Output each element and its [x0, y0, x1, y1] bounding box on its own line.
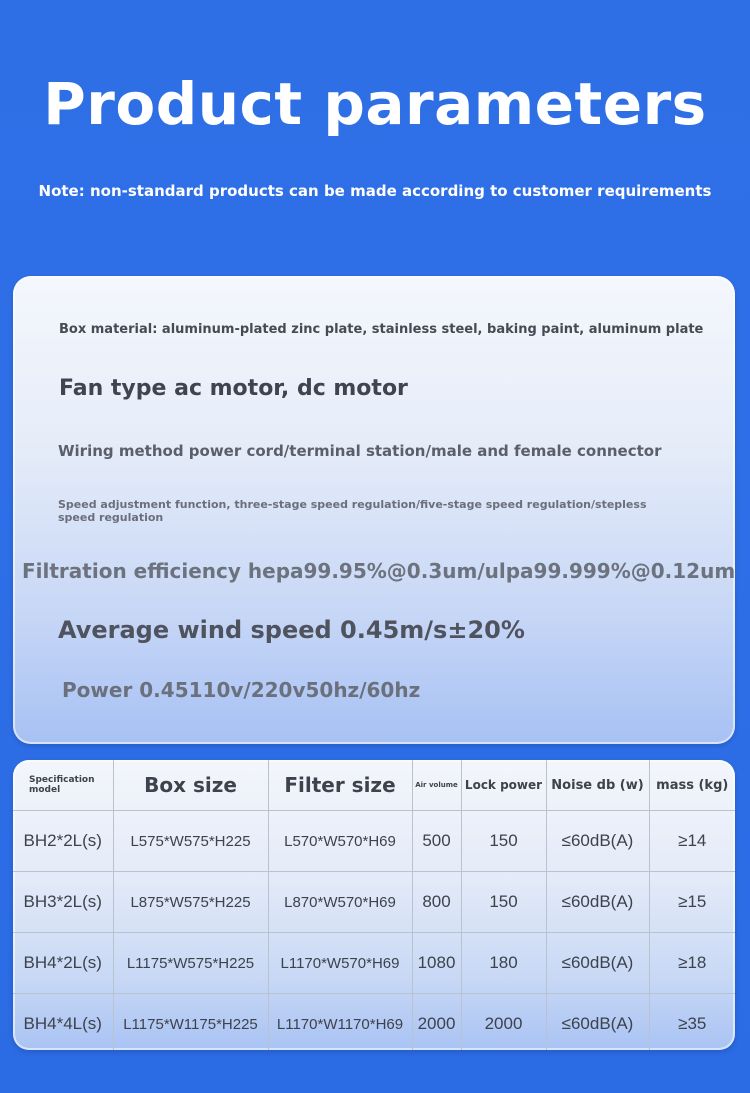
cell-filter-size: L870*W570*H69: [268, 872, 412, 933]
cell-lock-power: 180: [461, 933, 546, 994]
cell-mass: ≥14: [649, 811, 735, 872]
fan-type-spec: Fan type ac motor, dc motor: [59, 376, 408, 401]
cell-model: BH4*2L(s): [13, 933, 113, 994]
table-row: [13, 872, 735, 933]
spec-table: [13, 760, 735, 1050]
cell-box-size: L875*W575*H225: [113, 872, 268, 933]
customization-note: Note: non-standard products can be made according to customer requirements: [38, 182, 712, 200]
cell-box-size: L1175*W1175*H225: [113, 994, 268, 1051]
cell-mass: ≥15: [649, 872, 735, 933]
spec-table-container: [13, 760, 735, 1050]
header-box-size: Box size: [113, 760, 268, 811]
cell-lock-power: 150: [461, 872, 546, 933]
wind-speed-spec: Average wind speed 0.45m/s±20%: [58, 616, 525, 644]
header-lock-power: Lock power: [461, 760, 546, 811]
header-air-volume: Air volume: [412, 760, 461, 811]
cell-air-volume: 500: [412, 811, 461, 872]
speed-adjustment-spec: Speed adjustment function, three-stage speed regulation/five-stage speed regulation/stepless speed regulation: [58, 498, 647, 524]
cell-air-volume: 2000: [412, 994, 461, 1051]
cell-model: BH4*4L(s): [13, 994, 113, 1051]
header-filter-size: Filter size: [268, 760, 412, 811]
cell-noise: ≤60dB(A): [546, 872, 649, 933]
table-row: [13, 811, 735, 872]
table-row: [13, 994, 735, 1051]
cell-lock-power: 150: [461, 811, 546, 872]
cell-lock-power: 2000: [461, 994, 546, 1051]
cell-filter-size: L1170*W1170*H69: [268, 994, 412, 1051]
page-title: Product parameters: [43, 70, 707, 138]
header-noise: Noise db (w): [546, 760, 649, 811]
cell-air-volume: 800: [412, 872, 461, 933]
power-spec: Power 0.45110v/220v50hz/60hz: [62, 678, 421, 702]
cell-air-volume: 1080: [412, 933, 461, 994]
cell-noise: ≤60dB(A): [546, 811, 649, 872]
cell-mass: ≥18: [649, 933, 735, 994]
cell-noise: ≤60dB(A): [546, 994, 649, 1051]
header-mass: mass (kg): [649, 760, 735, 811]
table-row: [13, 933, 735, 994]
filtration-efficiency-spec: Filtration efficiency hepa99.95%@0.3um/ulpa99.999%@0.12um: [22, 559, 736, 583]
header-model: Specification model: [13, 760, 113, 811]
wiring-method-spec: Wiring method power cord/terminal station/male and female connector: [58, 442, 662, 460]
cell-box-size: L1175*W575*H225: [113, 933, 268, 994]
cell-mass: ≥35: [649, 994, 735, 1051]
cell-box-size: L575*W575*H225: [113, 811, 268, 872]
spec-panel: [13, 276, 735, 744]
table-header-row: [13, 760, 735, 811]
box-material-spec: Box material: aluminum-plated zinc plate, stainless steel, baking paint, aluminum plate: [59, 322, 704, 337]
cell-filter-size: L570*W570*H69: [268, 811, 412, 872]
cell-model: BH3*2L(s): [13, 872, 113, 933]
cell-filter-size: L1170*W570*H69: [268, 933, 412, 994]
cell-noise: ≤60dB(A): [546, 933, 649, 994]
cell-model: BH2*2L(s): [13, 811, 113, 872]
